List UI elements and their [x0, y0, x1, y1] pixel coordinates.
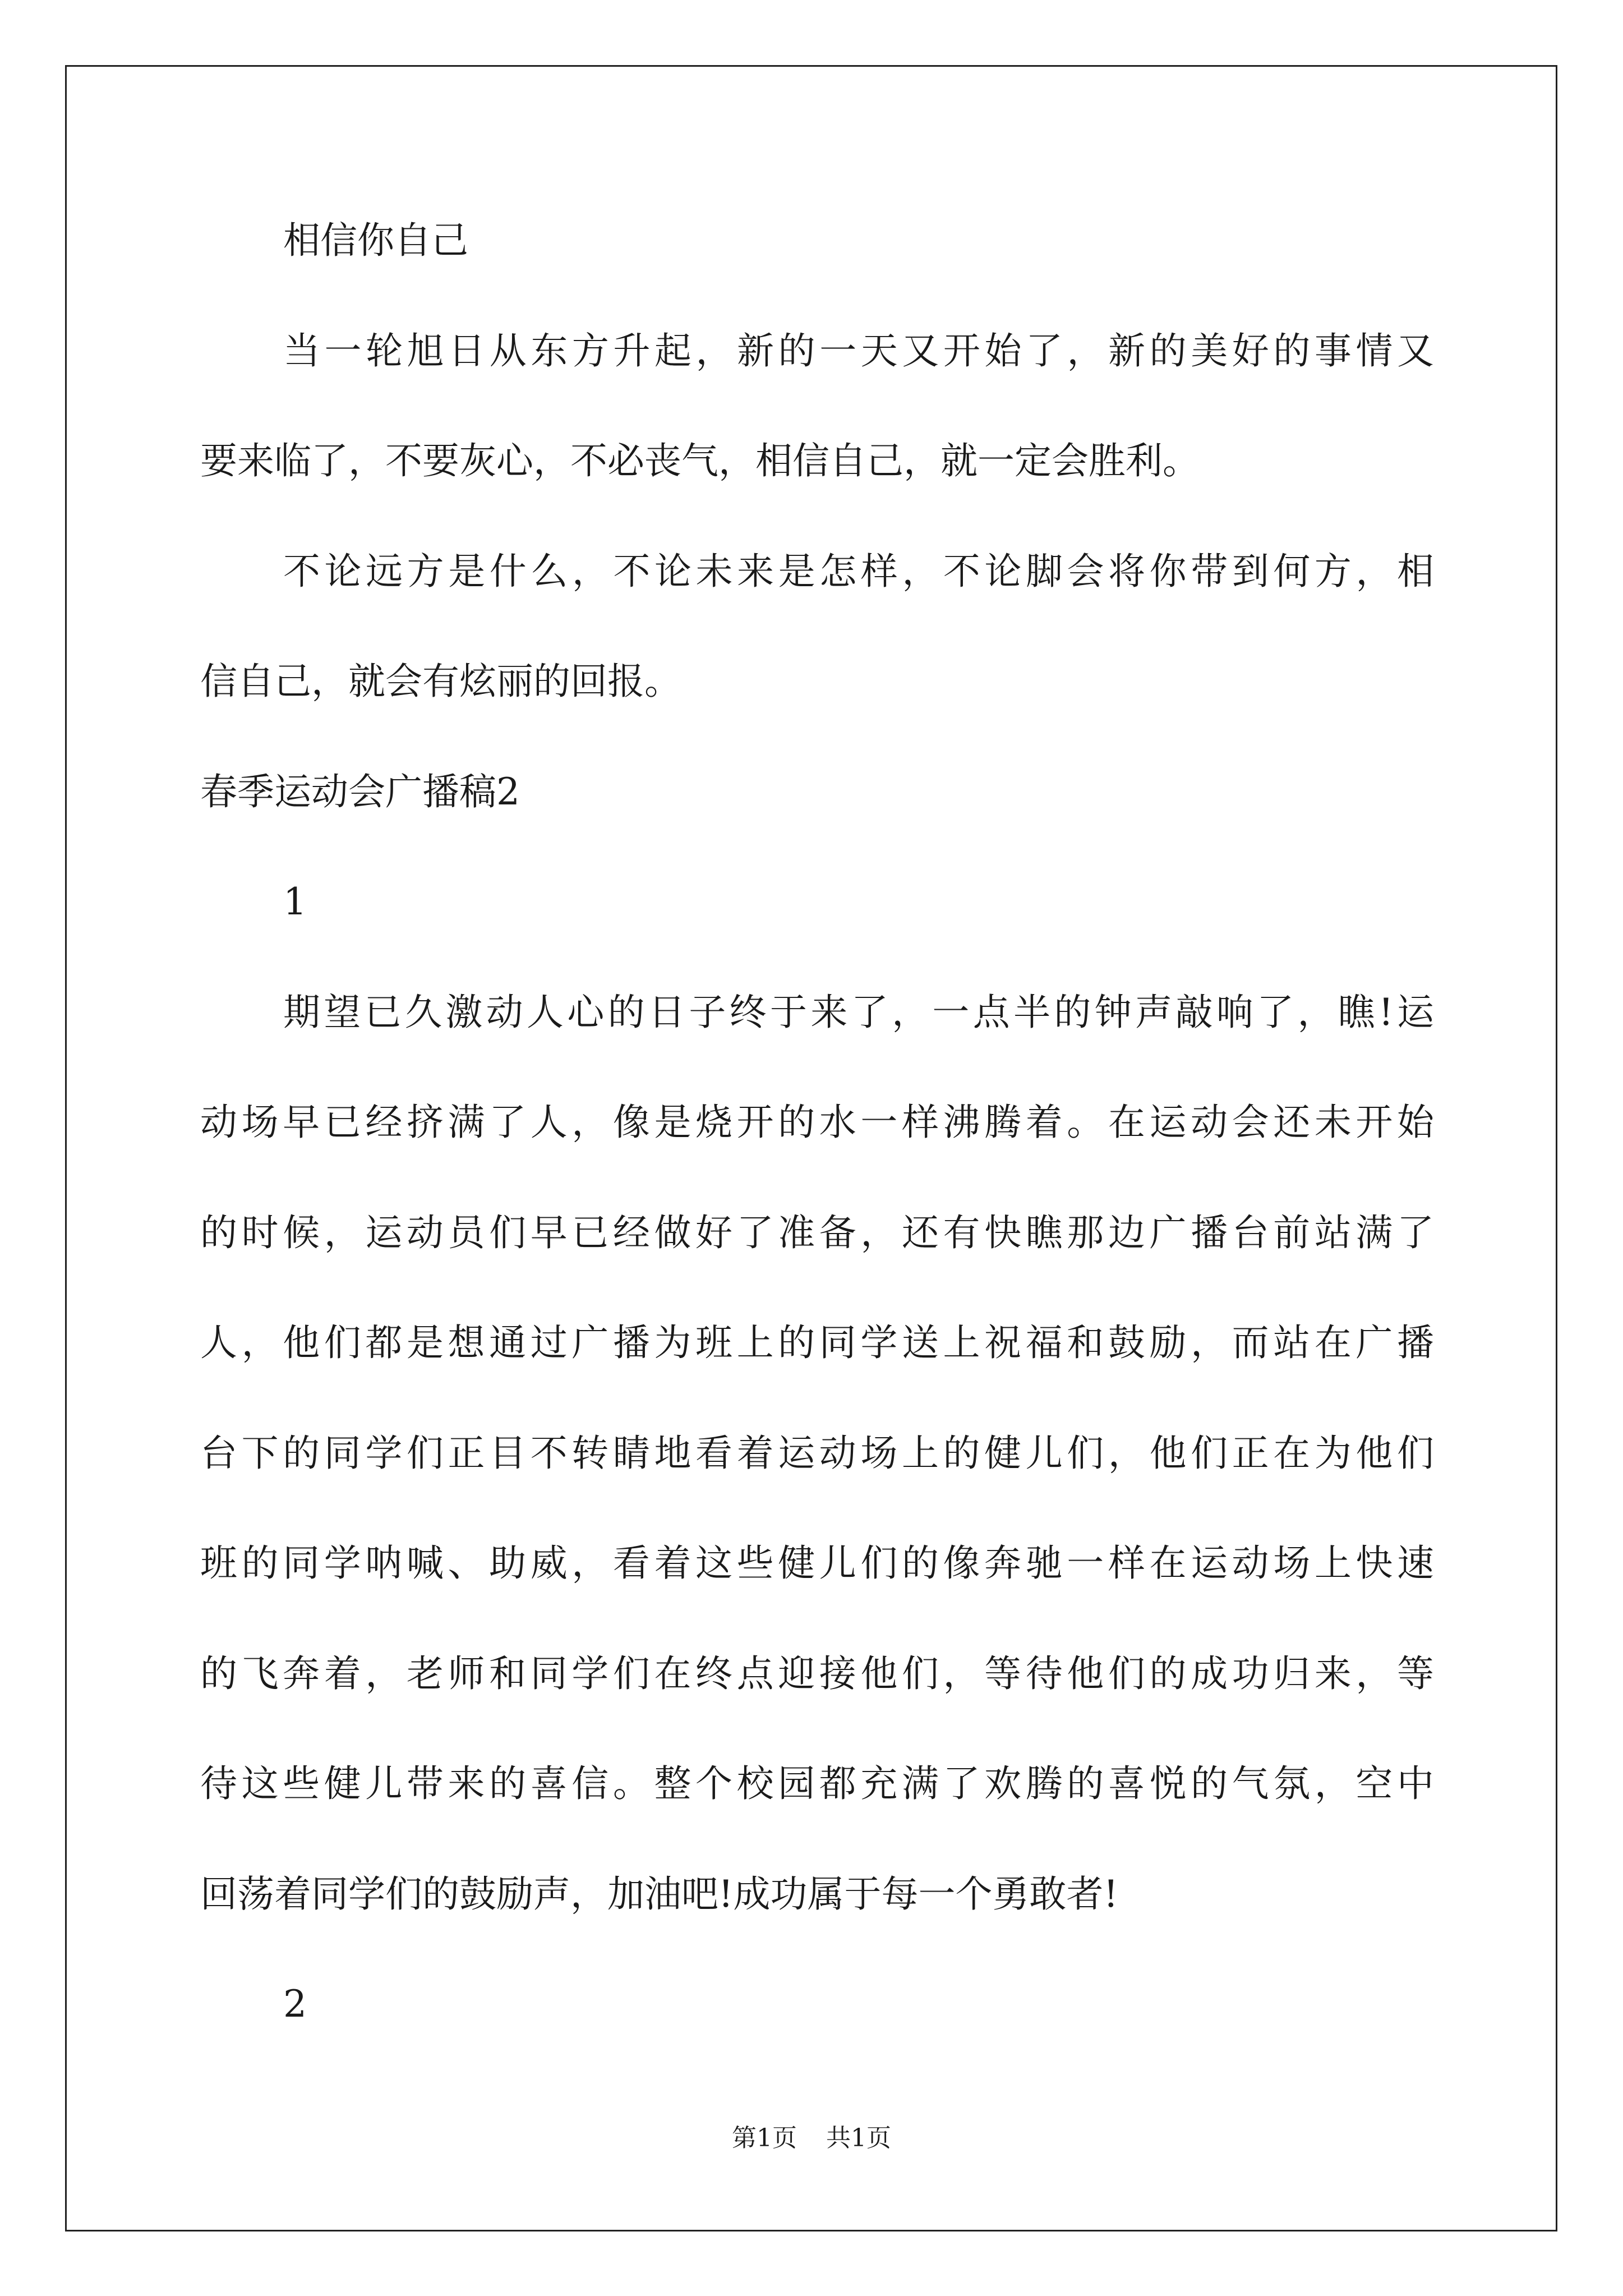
paragraph-line: 的时候，运动员们早已经做好了准备，还有快瞧那边广播台前站满了 [200, 1211, 1434, 1254]
section-heading: 春季运动会广播稿2 [200, 770, 520, 813]
paragraph-line: 相信你自己 [283, 219, 468, 262]
paragraph-line: 要来临了，不要灰心，不必丧气，相信自己，就一定会胜利。 [200, 439, 1200, 482]
paragraph-line: 动场早已经挤满了人，像是烧开的水一样沸腾着。在运动会还未开始 [200, 1101, 1434, 1144]
paragraph-line: 的飞奔着，老师和同学们在终点迎接他们，等待他们的成功归来，等 [200, 1652, 1434, 1695]
page-footer [0, 2122, 1623, 2155]
paragraph-line: 人，他们都是想通过广播为班上的同学送上祝福和鼓励，而站在广播 [200, 1321, 1434, 1364]
paragraph-line: 期望已久激动人心的日子终于来了，一点半的钟声敲响了，瞧!运 [283, 991, 1434, 1034]
section-number: 2 [283, 1982, 307, 2026]
paragraph-line: 回荡着同学们的鼓励声，加油吧!成功属于每一个勇敢者! [200, 1872, 1119, 1916]
paragraph-line: 台下的同学们正目不转睛地看着运动场上的健儿们，他们正在为他们 [200, 1432, 1434, 1475]
page-total-label: 共1页 [826, 2124, 891, 2152]
paragraph-line: 信自己，就会有炫丽的回报。 [200, 660, 681, 703]
section-number: 1 [283, 880, 307, 923]
paragraph-line: 不论远方是什么，不论未来是怎样，不论脚会将你带到何方，相 [283, 550, 1434, 593]
paragraph-line: 班的同学呐喊、助威，看着这些健儿们的像奔驰一样在运动场上快速 [200, 1542, 1434, 1585]
page-number-label: 第1页 [732, 2124, 797, 2152]
paragraph-line: 当一轮旭日从东方升起，新的一天又开始了，新的美好的事情又 [283, 329, 1434, 372]
paragraph-line: 待这些健儿带来的喜信。整个校园都充满了欢腾的喜悦的气氛，空中 [200, 1762, 1434, 1805]
